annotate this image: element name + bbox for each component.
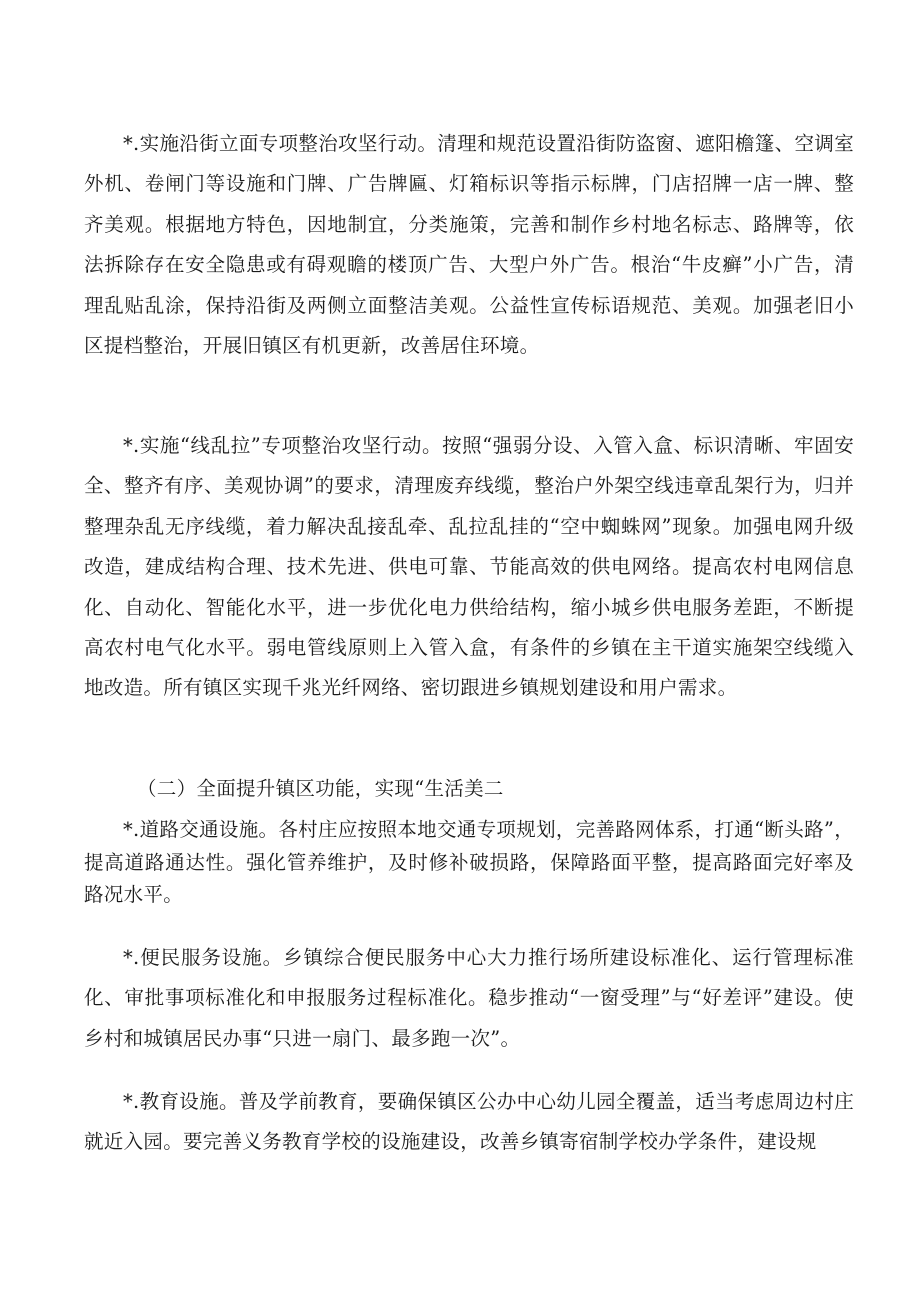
paragraph-education: *.教育设施。普及学前教育，要确保镇区公办中心幼儿园全覆盖，适当考虑周边村庄就近入园。要完善义务教育学校的设施建设，改善乡镇寄宿制学校办学条件，建设规 xyxy=(84,1090,854,1154)
paragraph-road-transport: *.道路交通设施。各村庄应按照本地交通专项规划，完善路网体系，打通“断头路”，提高道路通达性。强化管养维护，及时修补破损路，保障路面平整，提高路面完好率及路况水平。 xyxy=(84,818,854,906)
section-heading: （二）全面提升镇区功能，实现“生活美二 xyxy=(137,777,504,800)
paragraph-public-service: *.便民服务设施。乡镇综合便民服务中心大力推行场所建设标准化、运行管理标准化、审批事项标准化和申报服务过程标准化。稳步推动“一窗受理”与“好差评”建设。使乡村和城镇居民办事“只进一扇门、最多跑一次”。 xyxy=(84,946,854,1050)
paragraph-facade-renovation: *.实施沿街立面专项整治攻坚行动。清理和规范设置沿街防盗窗、遮阳檐篷、空调室外机、卷闸门等设施和门牌、广告牌匾、灯箱标识等指示标牌，门店招牌一店一牌、整齐美观。根据地方特色，因地制宜，分类施策，完善和制作乡村地名标志、路牌等，依法拆除存在安全隐患或有碍观瞻的楼顶广告、大型户外广告。根治“牛皮癣”小广告，清理乱贴乱涂，保持沿街及两侧立面整洁美观。公益性宣传标语规范、美观。加强老旧小区提档整治，开展旧镇区有机更新，改善居住环境。 xyxy=(84,132,854,358)
paragraph-wire-renovation: *.实施“线乱拉”专项整治攻坚行动。按照“强弱分设、入管入盒、标识清晰、牢固安全、整齐有序、美观协调”的要求，清理废弃线缆，整治户外架空线违章乱架行为，归并整理杂乱无序线缆，着力解决乱接乱牵、乱拉乱挂的“空中蜘蛛网”现象。加强电网升级改造，建成结构合理、技术先进、供电可靠、节能高效的供电网络。提高农村电网信息化、自动化、智能化水平，进一步优化电力供给结构，缩小城乡供电服务差距，不断提高农村电气化水平。弱电管线原则上入管入盒，有条件的乡镇在主干道实施架空线缆入地改造。所有镇区实现千兆光纤网络、密切跟进乡镇规划建设和用户需求。 xyxy=(84,434,854,700)
